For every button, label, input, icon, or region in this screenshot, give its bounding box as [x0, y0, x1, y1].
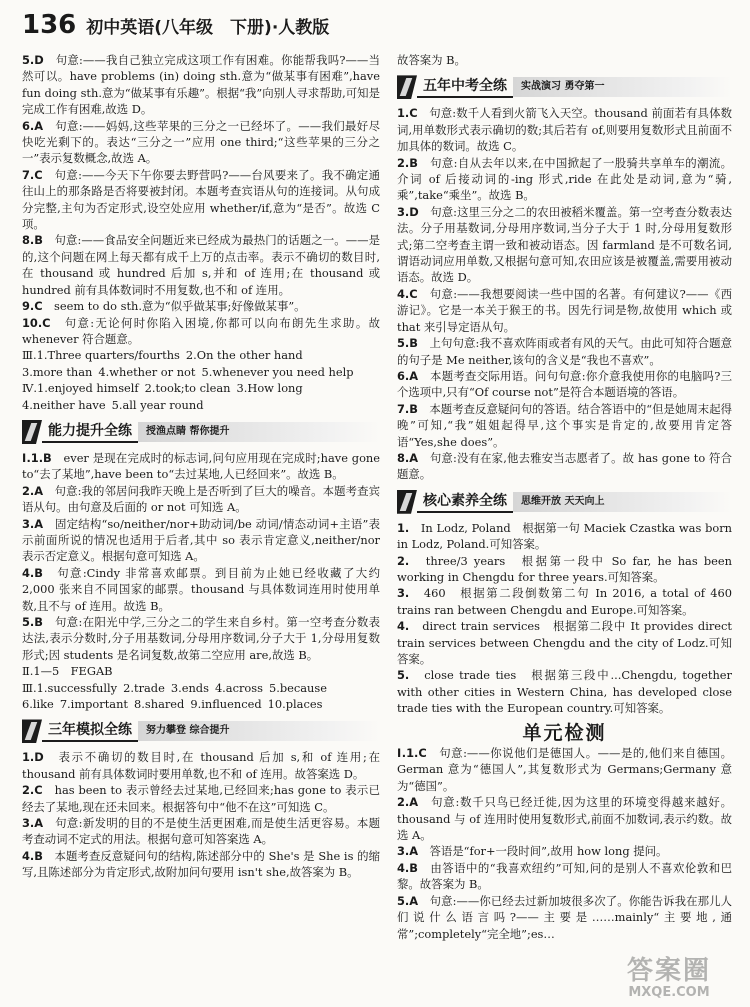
answer-cell: 4.whether or not: [98, 364, 196, 379]
answer-label: 1.C: [397, 106, 418, 121]
answer-text: 句意:无论何时你陷入困境,你都可以向布朗先生求助。故 whenever 符合题意。: [22, 315, 380, 346]
answer-text: 句意:没有在家,他去雅安当志愿者了。故 has gone to 符合题意。: [397, 450, 732, 482]
answer-label: 2.: [397, 553, 410, 568]
answer-text: 句意:新发明的目的不是使生活更困难,而是使生活更容易。本题考查动词不定式的用法。根据句意可知答案选 A。: [22, 816, 380, 847]
answer-text: close trade ties 根据第三段中...Chengdu, together with other cities in Western China, has developed close trade ties with the European country.可知答案。: [397, 668, 732, 716]
answer-label: 2.C: [22, 783, 43, 798]
answer-label: 2.A: [22, 483, 44, 498]
answer-item: [22, 848, 380, 881]
section-banner-core: [397, 490, 732, 514]
answer-text: 上句句意:我不喜欢阵雨或者有风的天气。由此可知符合题意的句子是 Me neither,该句的含义是“我也不喜欢”。: [397, 336, 732, 367]
answer-item: [22, 782, 380, 815]
answer-item: [397, 893, 732, 942]
answer-cell: Ⅲ.1.successfully: [22, 680, 118, 695]
answer-item: [397, 450, 732, 483]
answer-item: [397, 667, 732, 716]
answer-text: 句意:数千只鸟已经迁徙,因为这里的环境变得越来越好。thousand 与 of 连用时使用复数形式,前面不加数词,表示约数。故选 A。: [397, 795, 732, 843]
answer-item: [397, 618, 732, 667]
answer-item: [22, 483, 380, 516]
answer-text: 本题考查反意疑问句的结构,陈述部分中的 She's 是 She is 的缩写,且陈述部分为肯定形式,故附加问句要用 isn't she,故答案为 B。: [22, 848, 380, 880]
answer-text: 句意:——今天下午你要去野营吗?——台风要来了。我不确定通往山上的那条路是否将要被封闭。本题考查宾语从句的连接词。从句成分完整,主句为否定形式,设空处应用 whether/if,意为“是否”。故选 C 项。: [22, 167, 380, 232]
section-title: 三年模拟全练: [42, 720, 138, 742]
answer-cell: 3.How long: [236, 381, 303, 396]
answer-cell: 7.important: [59, 697, 129, 712]
answer-item: [397, 401, 732, 450]
answer-text: direct train services 根据第二段中 It provides direct train services between Chengdu and the city of Lodz.可知答案。: [397, 619, 732, 666]
part2-answers: Ⅱ.1—5 FEGAB: [22, 664, 113, 679]
answer-item: [397, 204, 732, 286]
answer-item: [22, 815, 380, 848]
answer-label: 6.A: [22, 118, 44, 133]
answer-cell: 2.took;to clean: [144, 381, 231, 396]
answer-label: Ⅰ.1.C: [397, 746, 427, 761]
watermark-url: MXQE.COM: [628, 985, 710, 1000]
section-slogan: 实战演习 勇夺第一: [513, 77, 732, 97]
section-banner-five-year: [397, 75, 732, 99]
answer-label: 3.A: [22, 516, 44, 531]
answer-cell: Ⅲ.1.Three quarters/fourths: [22, 348, 180, 363]
answer-text: 本题考查交际用语。问句句意:你介意我使用你的电脑吗?三个选项中,只有“Of course not”是符合本题语境的答语。: [397, 368, 732, 400]
answer-cell: Ⅳ.1.enjoyed himself: [22, 381, 139, 396]
answer-item: [397, 368, 732, 401]
fill-in-answers: [22, 347, 380, 413]
answer-text: seem to do sth.意为“似乎做某事;好像做某事”。: [54, 299, 306, 314]
section-banner-ability: [22, 420, 380, 444]
answer-text: 句意:我的邻居问我昨天晚上是否听到了巨大的噪音。本题考查宾语从句。由句意及后面的 or not 可知选 A。: [22, 483, 380, 515]
answer-label: 9.C: [22, 299, 43, 314]
answer-text: has been to 表示曾经去过某地,已经回来;has gone to 表示已经去了某地,现在还未回来。根据答句中“他不在这”可知选 C。: [22, 783, 380, 814]
section-slogan: 努力攀登 综合提升: [138, 721, 380, 741]
answer-item: [22, 516, 380, 565]
answer-label: 3.A: [397, 844, 419, 859]
section-title: 能力提升全练: [42, 421, 138, 443]
answer-label: 5.: [397, 668, 410, 683]
ability-answers: [22, 450, 380, 663]
answer-text: 由答语中的“我喜欢纽约”可知,问的是别人不喜欢伦敦和巴黎。故答案为 B。: [397, 860, 732, 892]
answer-cell: 4.neither have: [22, 397, 106, 412]
answer-label: Ⅰ.1.B: [22, 450, 52, 465]
answer-item: [397, 105, 732, 154]
watermark-logo: [594, 957, 744, 1003]
answer-item: [22, 749, 380, 782]
answer-label: 4.C: [397, 286, 418, 301]
section-title: 核心素养全练: [417, 491, 513, 513]
answer-label: 3.D: [397, 204, 419, 219]
answer-cell: 2.trade: [123, 680, 165, 695]
answer-text: 句意:——我自己独立完成这项工作有困难。你能帮我吗?——当然可以。have problems (in) doing sth.意为“做某事有困难”,have fun doing sth.意为“做某事有乐趣”。根据“我”向别人寻求帮助,可知是完成工作有困难,故选 D。: [22, 53, 380, 117]
page-header: [22, 10, 728, 50]
answer-row: [22, 680, 380, 696]
answer-text: 表示不确切的数目时,在 thousand 后加 s,和 of 连用;在 thousand 前有具体数词时要用单数,也不和 of 连用。故答案选 D。: [22, 750, 380, 781]
section-slogan: 思维开放 天天向上: [513, 492, 732, 512]
answer-cell: 9.influenced: [190, 697, 262, 712]
answer-text: 句意:在阳光中学,三分之二的学生来自乡村。第一空考查分数表达法,表示分数时,分子用基数词,分母用序数词,分子大于 1,分母用复数形式;因 students 是名词复数,故第二空应用 are,故选 B。: [22, 615, 380, 662]
answer-text: 固定结构“so/neither/nor+助动词/be 动词/情态动词+主语”表示前面所说的情况也适用于后者,其中 so 表示肯定意义,neither/nor 表示否定意义。根据句意可知选 A。: [22, 516, 380, 564]
word-answers: [22, 680, 380, 713]
answer-text: 句意:自从去年以来,在中国掀起了一股骑共享单车的潮流。介词 of 后接动词的-ing 形式,ride 在此处是动词,意为“骑,乘”,take“乘坐”。故选 B。: [397, 155, 732, 203]
answer-item: [22, 614, 380, 663]
answer-text: 本题考查反意疑问句的答语。结合答语中的“但是她周末起得晚”可知,“我”姐姐起得早,这个事实是肯定的,故要用肯定答语“Yes,she does”。: [397, 401, 732, 449]
answer-label: 5.D: [22, 53, 44, 67]
answer-cell: 8.shared: [134, 697, 185, 712]
answer-label: 5.B: [397, 336, 418, 351]
answer-text: 460 根据第二段倒数第二句 In 2016, a total of 460 trains ran between Chengdu and Europe.可知答案。: [397, 586, 732, 617]
section-marker-icon: [22, 420, 42, 444]
answer-item: [397, 860, 732, 893]
answer-label: 4.B: [397, 860, 418, 875]
answer-text: 句意:——你说他们是德国人。——是的,他们来自德国。German 意为“德国人”,其复数形式为 Germans;Germany 意为“德国”。: [397, 746, 732, 793]
answer-item: [22, 315, 380, 348]
answer-text: 答语是“for+一段时间”,故用 how long 提问。: [429, 844, 668, 859]
answer-item: [22, 298, 380, 314]
answer-item: [397, 745, 732, 794]
answer-label: 5.A: [397, 893, 419, 908]
answer-item: [22, 450, 380, 483]
answer-cell: 6.like: [22, 697, 54, 712]
continued-answer: 故答案为 B。: [397, 53, 466, 67]
five-year-answers: [397, 105, 732, 482]
answer-item: [397, 520, 732, 553]
answer-item: [397, 335, 732, 368]
answer-text: 句意:——妈妈,这些苹果的三分之一已经坏了。——我们最好尽快吃光剩下的。表达“三分之一”应用 one third;“这些苹果的三分之一”表示复数概念,故选 A。: [22, 118, 380, 166]
answer-cell: 3.more than: [22, 364, 93, 379]
answer-text: 句意:Cindy 非常喜欢邮票。到目前为止她已经收藏了大约 2,000 张来自不同国家的邮票。thousand 与具体数词连用时使用单数,且不与 of 连用。故选 B。: [22, 565, 380, 613]
left-column: [22, 52, 380, 1003]
section-marker-icon: [22, 719, 42, 743]
answer-text: In Lodz, Poland 根据第一句 Maciek Czastka was born in Lodz, Poland.可知答案。: [397, 520, 732, 552]
answer-label: 7.B: [397, 401, 418, 416]
answer-label: 4.: [397, 619, 410, 634]
answer-cell: 10.places: [267, 697, 323, 712]
answer-cell: 5.whenever you need help: [201, 364, 354, 379]
answer-cell: 5.all year round: [111, 397, 204, 412]
answer-text: 句意:数千人看到火箭飞入天空。thousand 前面若有具体数词,用单数形式表示确切的数;其后若有 of,则要用复数形式且前面不加具体的数词。故选 C。: [397, 106, 732, 154]
answer-label: 7.C: [22, 167, 43, 182]
answer-row: [22, 347, 380, 363]
book-title: 初中英语(八年级 下册)·人教版: [86, 18, 330, 38]
unit-test-answers: [397, 745, 732, 942]
answer-label: 3.: [397, 586, 410, 601]
answer-item: [397, 286, 732, 335]
three-year-answers: [22, 749, 380, 880]
page-number: 136: [22, 10, 77, 40]
answer-item: [22, 118, 380, 167]
answer-item: [397, 155, 732, 204]
answer-item: [397, 553, 732, 586]
answer-label: 2.A: [397, 795, 419, 810]
answer-label: 5.B: [22, 615, 43, 629]
answer-row: [22, 696, 380, 712]
answer-label: 4.B: [22, 848, 43, 863]
answer-text: 句意:——我想要阅读一些中国的名著。有何建议?——《西游记》。它是一本关于猴王的书。因先行词是物,故使用 which 或 that 来引导定语从句。: [397, 286, 732, 334]
watermark-text: 答案圈: [626, 956, 711, 986]
answer-cell: 4.across: [214, 680, 263, 695]
right-column: [397, 52, 732, 1003]
answer-item: [397, 794, 732, 843]
answer-cell: 3.ends: [170, 680, 209, 695]
answer-label: 10.C: [22, 315, 51, 330]
section-slogan: 授渔点睛 帮你提升: [138, 422, 380, 442]
answer-label: 1.D: [22, 750, 44, 765]
section-marker-icon: [397, 75, 417, 99]
answer-item: [397, 843, 732, 859]
answer-label: 3.A: [22, 816, 44, 831]
answers-block-left-top: [22, 52, 380, 347]
answer-text: 句意:——食品安全问题近来已经成为最热门的话题之一。——是的,这个问题在网上每天都有成千上万的点击率。表示不确切的数目时,在 thousand 或 hundred 后加 s,并和 of 连用;在 thousand 或 hundred 前有具体数词时不用复数,也不和 of 连用。: [22, 233, 380, 297]
answer-row: [22, 380, 380, 396]
answer-text: 句意:——你已经去过新加坡很多次了。你能告诉我在那儿人们说什么语言吗?——主要是……mainly“主要地,通常”;completely“完全地”;es…: [397, 893, 732, 941]
answer-label: 6.A: [397, 368, 419, 383]
answer-cell: 5.because: [268, 680, 327, 695]
section-marker-icon: [397, 490, 417, 514]
answer-item: [22, 565, 380, 614]
answer-cell: 2.On the other hand: [185, 348, 303, 363]
answer-text: 句意:这里三分之二的农田被稻米覆盖。第一空考查分数表达法。分子用基数词,分母用序数词,当分子大于 1 时,分母用复数形式;第二空考查主谓一致和被动语态。因 farmland 是不可数名词,谓语动词应用单数,又根据句意可知,农田应该是被覆盖,需要用被动语态。故选 D。: [397, 204, 732, 285]
unit-test-title: 单元检测: [522, 721, 607, 744]
answer-item: [22, 52, 380, 118]
answer-text: three/3 years 根据第一段中 So far, he has been working in Chengdu for three years.可知答案。: [397, 553, 732, 584]
answer-label: 8.A: [397, 450, 419, 465]
answer-label: 8.B: [22, 233, 43, 248]
answer-item: [22, 167, 380, 233]
section-title: 五年中考全练: [417, 76, 513, 98]
answer-item: [397, 585, 732, 618]
answer-label: 2.B: [397, 155, 418, 170]
answer-label: 1.: [397, 520, 410, 535]
answer-row: [22, 397, 380, 413]
answer-item: [22, 232, 380, 298]
section-banner-three-year: [22, 719, 380, 743]
answer-row: [22, 364, 380, 380]
core-answers: [397, 520, 732, 717]
answer-label: 4.B: [22, 565, 43, 580]
answer-text: ever 是现在完成时的标志词,问句应用现在完成时;have gone to“去了某地”,have been to“去过某地,人已经回来”。故选 B。: [22, 450, 380, 482]
